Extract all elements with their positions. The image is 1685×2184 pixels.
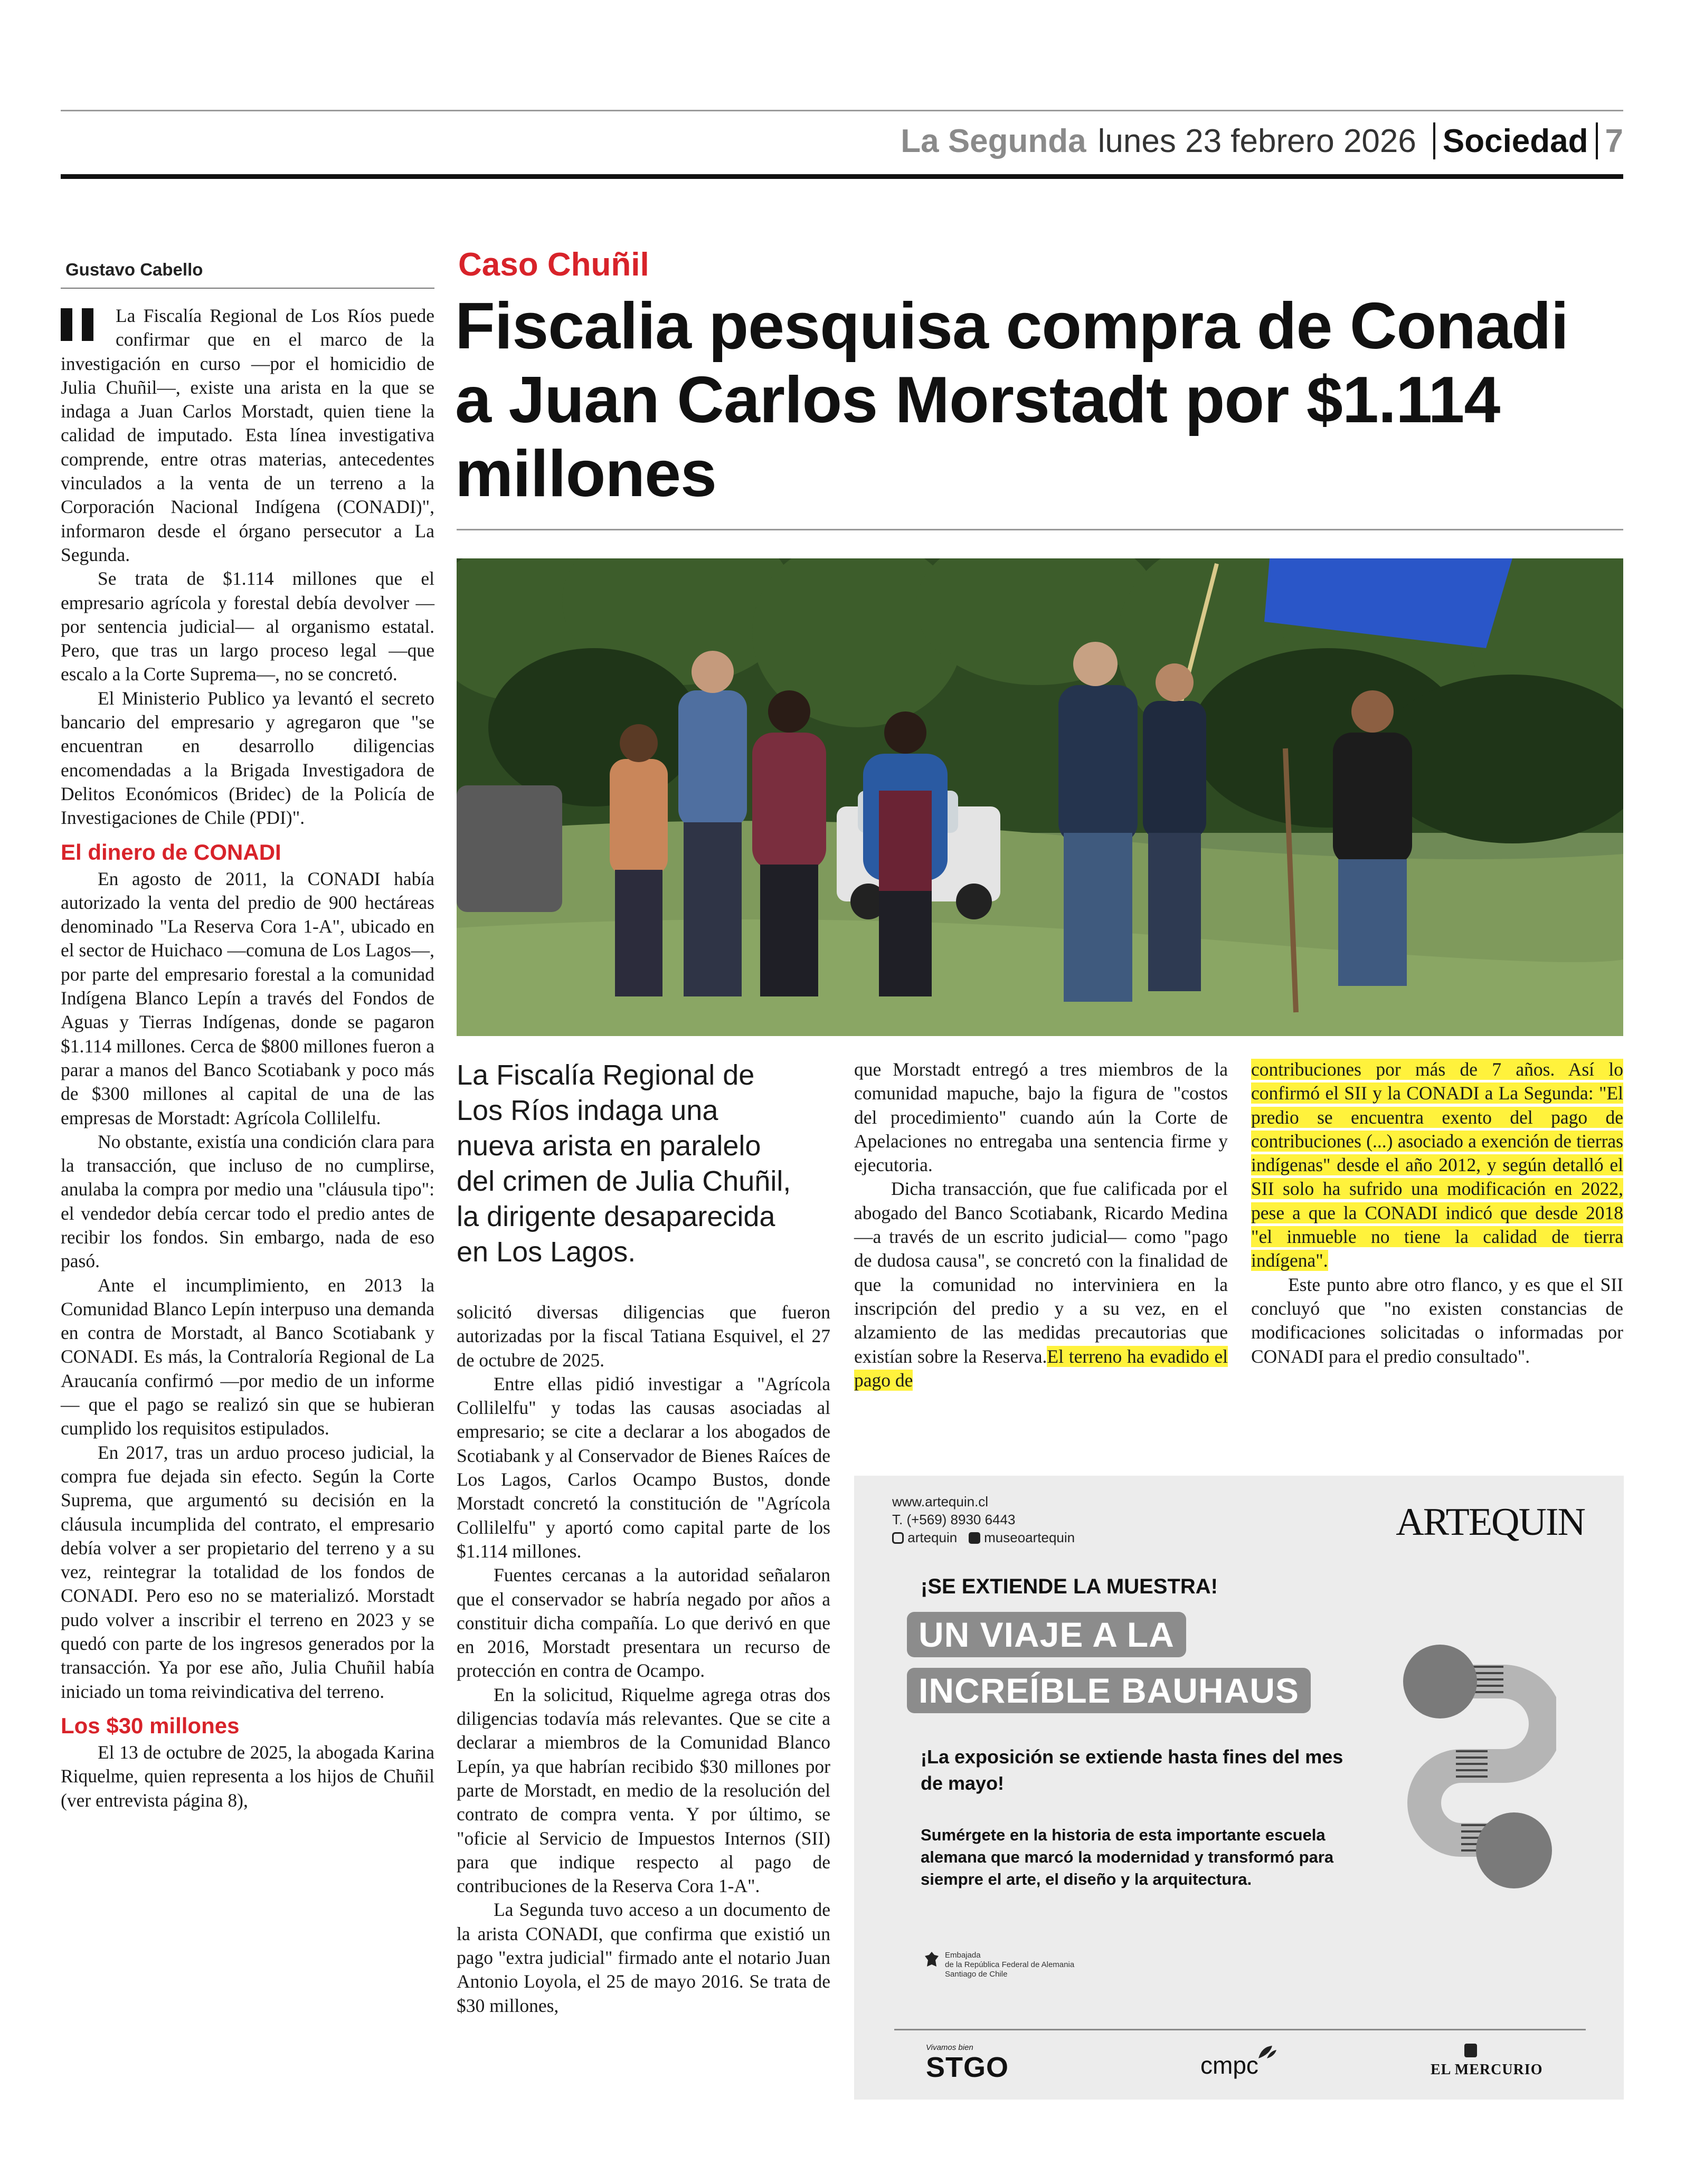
mercurio-emblem-icon [1461, 2041, 1480, 2059]
embassy-line-2: de la República Federal de Alemania [945, 1960, 1075, 1969]
article-paragraph: En la solicitud, Riquelme agrega otras dos diligencias todavía más relevantes. Que se cite a declarar a miembros de la Comunidad Blanco Lepín, ya que habrían recibido $30 millones por parte de Morstadt, en medio de la resolución del contrato de compra venta. Y por último, se "oficie al Servicio de Impuestos Internos (SII) para que indique respecto al pago de contribuciones de la Reserva Cora 1-A". [457, 1684, 830, 1897]
ad-body-text: Sumérgete en la historia de esta importante escuela alemana que marcó la modernidad y transformó para siempre el arte, el diseño y la arquitectura. [921, 1826, 1334, 1888]
news-photo [457, 558, 1623, 1036]
kicker: Caso Chuñil [458, 246, 649, 283]
ad-social [892, 1528, 1075, 1546]
ad-subheadline: ¡La exposición se extiende hasta fines del mes de mayo! [921, 1746, 1343, 1794]
paragraph-text: Dicha transacción, que fue calificada por el abogado del Banco Scotiabank, Ricardo Medina —a través de un escrito judicial— como "pago de dudosa causa", se concretó con la finalidad de que la comunidad no interviniera en la inscripción del predio y a su vez, en el alzamiento de las medidas precautorias que existían sobre la Reserva. [854, 1178, 1228, 1367]
article-column-1 [61, 304, 434, 1812]
embassy-line-1: Embajada [945, 1951, 981, 1960]
article-column-2 [457, 1300, 830, 2018]
subhead: Los $30 millones [61, 1713, 240, 1738]
instagram-icon [892, 1532, 904, 1544]
quote-mark-icon [61, 308, 108, 341]
advertisement[interactable] [854, 1476, 1624, 2100]
top-rule [61, 110, 1623, 111]
eagle-icon [924, 1951, 940, 1970]
headline: Fiscalia pesquisa compra de Conadi a Juan Carlos Morstadt por $1.114 millones [455, 290, 1569, 510]
tiktok-icon [969, 1532, 980, 1544]
article-paragraph [854, 1177, 1228, 1392]
subhead: El dinero de CONADI [61, 839, 281, 865]
artequin-logo: ARTEQUIN [1396, 1501, 1585, 1544]
ad-tiktok-handle: museoartequin [984, 1530, 1075, 1545]
article-paragraph: No obstante, existía una condición clara para la transacción, que incluso de no cumplirse, anulaba la compra por medio una "cláusula tipo": el vendedor debía cercar todo el predio antes de recibir los fondos. Sin embargo, nada de eso pasó. [61, 1131, 434, 1272]
article-paragraph: que Morstadt entregó a tres miembros de la comunidad mapuche, bajo la figura de "costos del procedimiento" cuando aún la Corte de Apelaciones no entregaba una sentencia firme y ejecutoria. [854, 1059, 1228, 1176]
article-paragraph: La Segunda tuvo acceso a un documento de la arista CONADI, que confirma que existió un pago "extra judicial" firmado ante el notario Juan Antonio Loyola, el 25 de mayo 2016. Se trata de $30 millones, [457, 1899, 830, 2016]
article-paragraph: Entre ellas pidió investigar a "Agrícola Collilelfu" y todas las causas asociadas al empresario; se cite a declarar a los abogados de Scotiabank y al Conservador de Bienes Raíces de Los Lagos, Carlos Ocampo Bustos, donde Morstadt concretó la constitución de "Agrícola Collilelfu" y aportó como capital parte de los $1.114 millones. [457, 1373, 830, 1562]
article-paragraph [61, 304, 434, 567]
page-number: 7 [1605, 122, 1623, 159]
header-rule [61, 174, 1623, 179]
ad-tagline: ¡SE EXTIENDE LA MUESTRA! [921, 1575, 1218, 1598]
highlighted-text: El terreno ha evadido el pago de [854, 1345, 1228, 1391]
ad-phone: T. (+569) 8930 6443 [892, 1512, 1016, 1527]
article-paragraph: Este punto abre otro flanco, y es que el SII concluyó que "no existen constancias de modificaciones solicitadas o informadas por CONADI para el predio consultado". [1251, 1274, 1623, 1367]
bauhaus-graphic [1398, 1639, 1556, 1914]
masthead-divider [1596, 122, 1598, 159]
masthead [901, 117, 1623, 165]
photo-scene [457, 558, 1623, 1036]
article-paragraph [1251, 1058, 1623, 1273]
cmpc-logo: cmpc [1200, 2052, 1258, 2079]
byline: Gustavo Cabello [65, 260, 203, 279]
ad-title-line-1: UN VIAJE A LA [907, 1612, 1186, 1657]
stgo-slogan: Vivamos bien [926, 2043, 973, 2052]
article-paragraph: solicitó diversas diligencias que fueron autorizadas por la fiscal Tatiana Esquivel, el 27 de octubre de 2025. [457, 1302, 830, 1371]
byline-rule [61, 288, 434, 289]
ad-instagram-handle: artequin [907, 1530, 958, 1545]
article-paragraph: En 2017, tras un arduo proceso judicial, la compra fue dejada sin efecto. Según la Corte Suprema, que argumentó su decisión en la cláusula incumplida del contrato, el empresario debía volver a ser propietario del terreno y a su vez, reintegrar la totalidad de los fondos de CONADI. Pero eso no se materializó. Morstadt pudo volver a inscribir el terreno en 2023 y se quedó con parte de los ingresos generados por la transacción. Ya por ese año, Julia Chuñil había iniciado un toma reivindicativa del terreno. [61, 1441, 434, 1702]
masthead-divider [1433, 122, 1435, 159]
article-paragraph: Se trata de $1.114 millones que el empresario agrícola y forestal debía devolver —por sentencia judicial— al organismo estatal. Pero, que tras un largo proceso legal —que escalo a la Corte Suprema—, no se concretó. [61, 568, 434, 685]
embassy-line-3: Santiago de Chile [945, 1970, 1008, 1979]
article-paragraph: El Ministerio Publico ya levantó el secreto bancario del empresario y agregaron que "se encuentran en desarrollo diligencias encomendadas a la Brigada Investigadora de Delitos Económicos (Bridec) de la Policía de Investigaciones de Chile (PDI)". [61, 687, 434, 829]
el-mercurio-logo: EL MERCURIO [1431, 2062, 1543, 2078]
article-paragraph: Ante el incumplimiento, en 2013 la Comunidad Blanco Lepín interpuso una demanda en contra de Morstadt, al Banco Scotiabank y CONADI. Es más, la Contraloría Regional de La Araucanía confirmó —por medio de un informe— que el pago se realizó sin que se hubieran cumplido los requisitos estipulados. [61, 1274, 434, 1439]
highlighted-text: contribuciones por más de 7 años. Así lo confirmó el SII y la CONADI a La Segunda: "El predio se encuentra exento del pago de contribuciones (...) asociado a exención de tierras indígenas" desde el año 2012, y según detalló el SII solo ha sufrido una modificación en 2022, pese a que la CONADI indicó que desde 2018 "el inmueble no tiene la calidad de tierra indígena". [1251, 1059, 1623, 1271]
ad-contact [892, 1493, 1075, 1546]
article-paragraph: En agosto de 2011, la CONADI había autorizado la venta del predio de 900 hectáreas denominado "La Reserva Cora 1-A", ubicado en el sector de Huichaco —comuna de Los Lagos—, por parte del empresario forestal a la comunidad Indígena Blanco Lepín a través del Fondos de Aguas y Tierras Indígenas, donde se pagaron $1.114 millones. Cerca de $800 millones fueron a parar a manos del Banco Scotiabank y poco más de $300 millones al capital de una de las empresas de Morstadt: Agrícola Collilelfu. [61, 868, 434, 1128]
article-paragraph: Fuentes cercanas a la autoridad señalaron que el conservador se habría negado por años a constituir dicha compañía. Lo que derivó en que en 2016, Morstadt presentara un recurso de protección en contra de Ocampo. [457, 1564, 830, 1682]
leaf-icon [1256, 2044, 1277, 2060]
newspaper-name: La Segunda [901, 122, 1086, 159]
embassy-credit [945, 1951, 1074, 1979]
paragraph-text: La Fiscalía Regional de Los Ríos puede confirmar que en el marco de la investigación en curso —por el homicidio de Julia Chuñil—, existe una arista en la que se indaga a Juan Carlos Morstadt, quien tiene la calidad de imputado. Esta línea investigativa comprende, entre otras materias, antecedentes vinculados a la venta de un terreno a la Corporación Nacional Indígena (CONADI)", informaron desde el órgano persecutor a La Segunda. [61, 305, 434, 565]
article-column-4 [1251, 1058, 1623, 1369]
headline-rule [457, 529, 1623, 530]
article-paragraph: El 13 de octubre de 2025, la abogada Karina Riquelme, quien representa a los hijos de Chuñil (ver entrevista página 8), [61, 1741, 434, 1811]
issue-date: lunes 23 febrero 2026 [1097, 122, 1416, 159]
ad-website: www.artequin.cl [892, 1494, 989, 1509]
ad-title-line-2: INCREÍBLE BAUHAUS [907, 1668, 1311, 1713]
ad-divider [894, 2029, 1586, 2030]
article-column-3 [854, 1058, 1228, 1392]
stgo-logo: STGO [926, 2052, 1009, 2083]
section-name: Sociedad [1442, 122, 1588, 159]
deck-summary: La Fiscalía Regional de Los Ríos indaga una nueva arista en paralelo del crimen de Julia Chuñil, la dirigente desaparecida en Los Lagos. [457, 1059, 791, 1268]
